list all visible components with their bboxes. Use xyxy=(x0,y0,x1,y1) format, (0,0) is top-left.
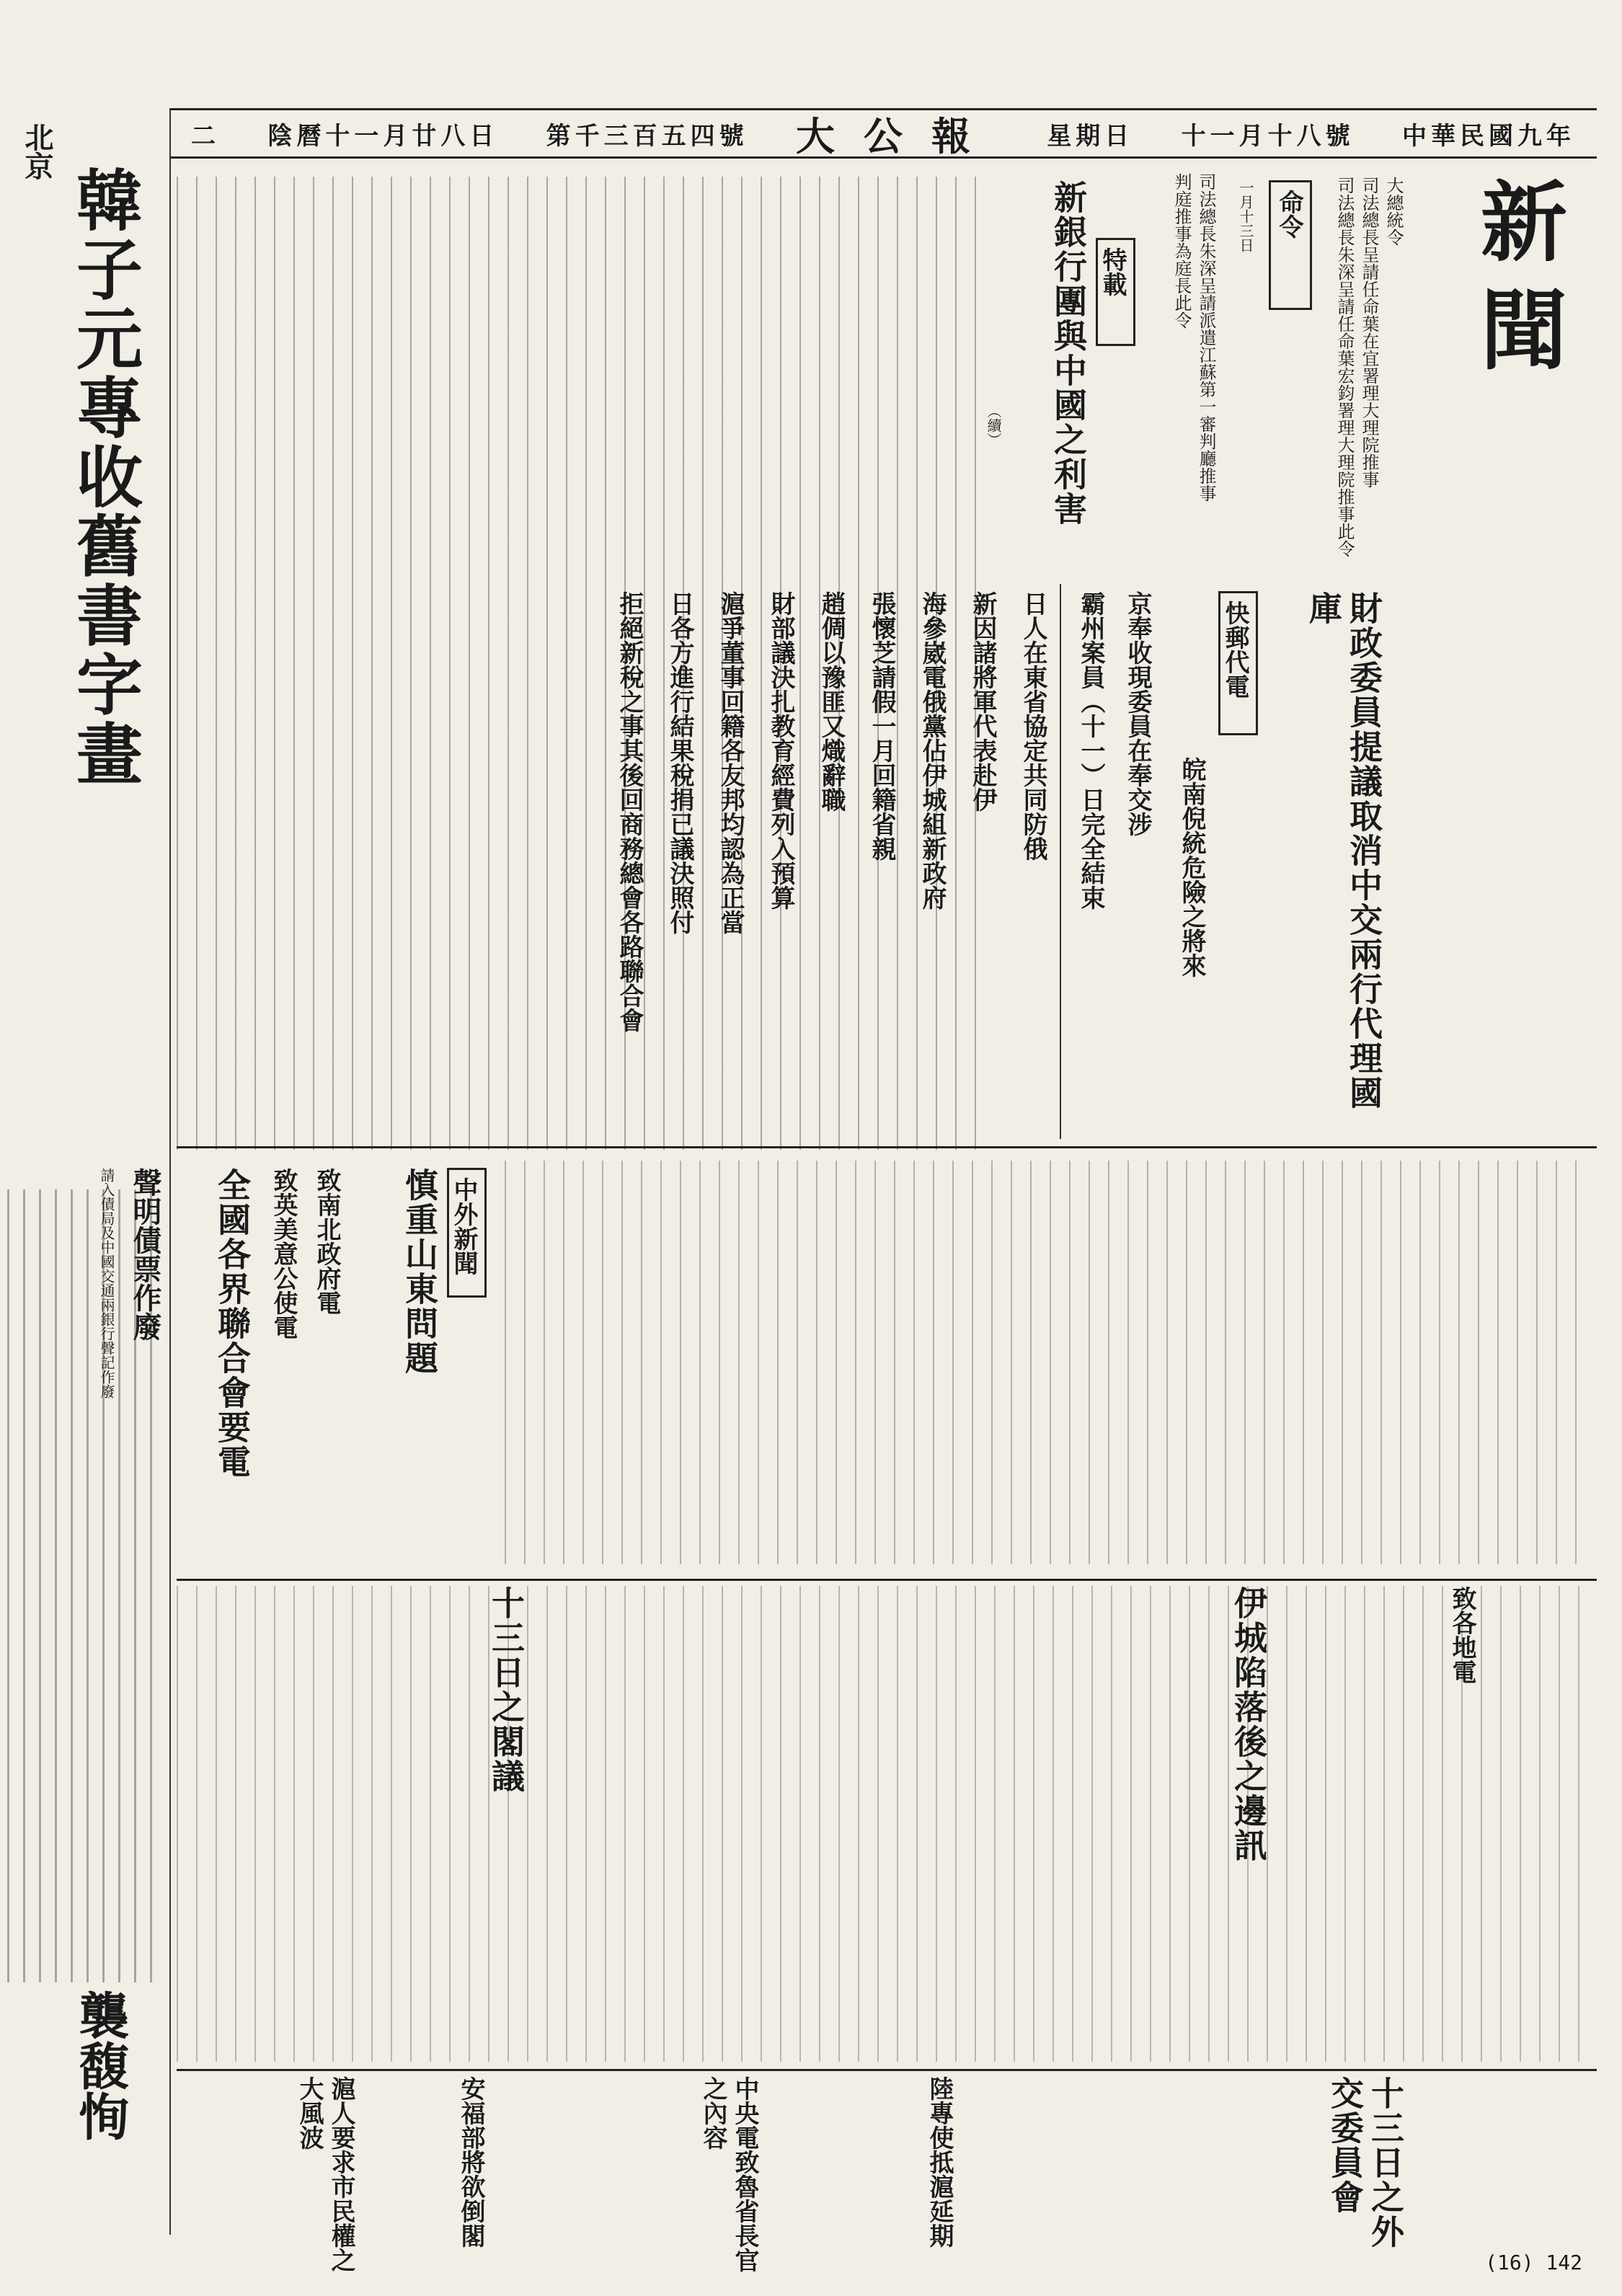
headline-5: 日人在東省協定共同防俄 xyxy=(1019,591,1047,861)
column-divider xyxy=(1060,584,1061,1139)
middle-article-body xyxy=(505,1161,1586,1564)
paper-name: 大公報 xyxy=(795,112,999,159)
order-item: 司法總長呈請任命葉在宜署理大理院推事 xyxy=(1359,177,1379,488)
express-section-mark: 快郵代電 xyxy=(1218,591,1258,735)
lower-article-body xyxy=(177,1586,1582,2062)
headline-12: 日各方進行結果稅捐已議決照付 xyxy=(665,591,694,934)
headline-23: 中央電致魯省長官之內容 xyxy=(699,2076,759,2272)
headline-13: 拒絕新稅之事其後回商務總會各路聯合會 xyxy=(615,591,644,1032)
bottom-band-divider xyxy=(177,2069,1597,2071)
order-item: 判庭推事為庭長此令 xyxy=(1171,173,1192,329)
headline-4: 皖南倪統危險之將來 xyxy=(1177,757,1206,978)
masthead-lunar-date: 陰曆十一月廿八日 xyxy=(267,121,499,151)
headline-15: 致南北政府電 xyxy=(312,1168,341,1315)
city-label: 北京 xyxy=(20,123,54,180)
masthead-page: 二 xyxy=(191,121,220,151)
order-item: 司法總長朱深呈請派遣江蘇第一審判廳推事 xyxy=(1196,173,1216,502)
left-bottom-mark: 襲馥恂 xyxy=(71,1990,130,2141)
headline-16: 致英美意公使電 xyxy=(269,1168,298,1339)
headline-21: 安福部將欲倒閣 xyxy=(456,2076,485,2248)
masthead-issue: 第千三百五四號 xyxy=(546,121,748,151)
orders-list-2 xyxy=(1125,173,1218,577)
headline-22: 陸專使抵滬延期 xyxy=(925,2076,954,2248)
special-section-mark: 特載 xyxy=(1096,238,1135,346)
headline-24: 滬人要求市民權之大風波 xyxy=(295,2076,355,2272)
orders-section-mark: 命令 xyxy=(1269,180,1312,310)
news-title: 新聞 xyxy=(1466,177,1568,393)
order-item: 大總統令 xyxy=(1383,177,1404,246)
special-cont: （續） xyxy=(985,404,1002,447)
orders-list xyxy=(1326,177,1406,580)
band-divider xyxy=(177,1146,1597,1148)
headline-17: 全國各界聯合會要電 xyxy=(213,1168,252,1479)
footer-folio: 142 xyxy=(1546,2251,1582,2274)
left-strip-divider xyxy=(169,108,171,2235)
footer-page-number: (16) xyxy=(1485,2251,1534,2274)
special-headline: 新銀行團與中國之利害 xyxy=(1049,180,1088,526)
headline-25: 十三日之外交委員會 xyxy=(1326,2076,1405,2249)
headline-18: 伊城陷落後之邊訊 xyxy=(1229,1586,1268,1863)
headline-20: 十三日之閣議 xyxy=(487,1586,526,1794)
headline-7: 海參崴電俄黨佔伊城組新政府 xyxy=(918,591,947,910)
headline-9: 趙倜以豫匪又熾辭職 xyxy=(817,591,846,812)
masthead-date: 十一月十八號 xyxy=(1181,121,1355,151)
bond-ad-title: 聲明債票作廢 xyxy=(128,1168,162,1341)
orders-date: 一月十三日 xyxy=(1237,180,1254,252)
headline-19: 致各地電 xyxy=(1448,1586,1476,1684)
headline-11: 滬爭董事回籍各友邦均認為正當 xyxy=(716,591,745,934)
china-news-mark: 中外新聞 xyxy=(447,1168,487,1298)
headline-1: 財政委員提議取消中交兩行代理國庫 xyxy=(1304,591,1383,1110)
bond-ad-sub: 請入債局及中國交通兩銀行聲記作廢 xyxy=(98,1168,115,1399)
order-item: 司法總長朱深呈請任命葉宏鈞署理大理院推事此令 xyxy=(1334,177,1355,557)
masthead-weekday: 星期日 xyxy=(1047,121,1134,151)
headline-10: 財部議決扎教育經費列入預算 xyxy=(766,591,795,910)
masthead xyxy=(169,108,1597,159)
headline-14: 慎重山東問題 xyxy=(400,1168,439,1375)
headline-8: 張懷芝請假一月回籍省親 xyxy=(867,591,896,861)
headline-3: 霸州案員（十一）日完全結束 xyxy=(1076,591,1105,910)
special-article-body xyxy=(177,177,977,1150)
headline-2: 京奉收現委員在奉交涉 xyxy=(1123,591,1152,836)
calligraphy-ad-title: 韓子元專收舊書字畫 xyxy=(66,166,143,789)
lower-band-divider xyxy=(177,1579,1597,1581)
masthead-year: 中華民國九年 xyxy=(1401,121,1575,151)
headline-6: 新因諸將軍代表赴伊 xyxy=(968,591,997,812)
page-footer xyxy=(1485,2251,1582,2274)
